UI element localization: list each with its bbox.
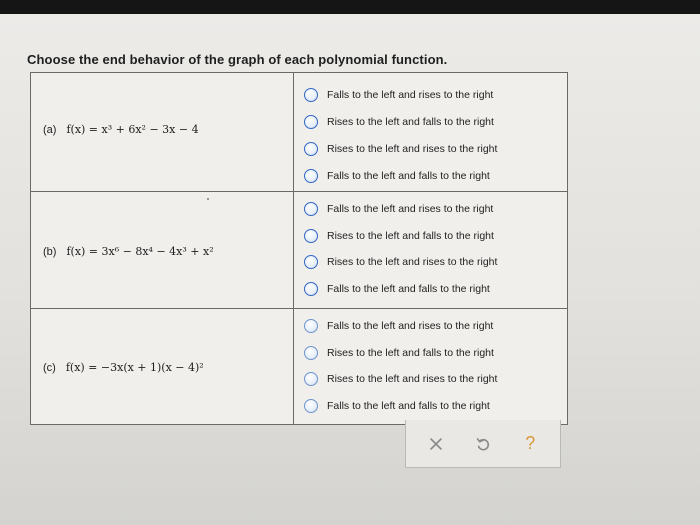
radio-button[interactable] bbox=[304, 202, 318, 216]
radio-button[interactable] bbox=[304, 399, 318, 413]
radio-button[interactable] bbox=[304, 282, 318, 296]
function-cell-b bbox=[31, 192, 294, 308]
option-b-falls-left-falls-right[interactable] bbox=[294, 276, 567, 303]
option-a-rises-left-rises-right[interactable] bbox=[294, 135, 567, 162]
option-a-falls-left-falls-right[interactable] bbox=[294, 162, 567, 189]
option-a-falls-left-rises-right[interactable] bbox=[294, 81, 567, 108]
option-label: Rises to the left and rises to the right bbox=[327, 373, 498, 386]
function-cell-c bbox=[31, 309, 294, 424]
option-c-rises-left-falls-right[interactable] bbox=[294, 340, 567, 367]
option-b-rises-left-falls-right[interactable] bbox=[294, 223, 567, 250]
function-a-expression: f(x) = x³ + 6x² − 3x − 4 bbox=[66, 123, 199, 136]
clear-button[interactable] bbox=[421, 429, 451, 459]
option-label: Falls to the left and falls to the right bbox=[327, 282, 490, 295]
function-c-expression: f(x) = −3x(x + 1)(x − 4)² bbox=[65, 361, 204, 374]
option-label: Rises to the left and falls to the right bbox=[327, 229, 494, 242]
help-icon: ? bbox=[525, 433, 536, 453]
radio-button[interactable] bbox=[304, 169, 318, 183]
help-button[interactable] bbox=[515, 429, 545, 459]
option-c-falls-left-falls-right[interactable] bbox=[294, 393, 567, 420]
option-c-falls-left-rises-right[interactable] bbox=[294, 313, 567, 340]
radio-button[interactable] bbox=[304, 372, 318, 386]
radio-button[interactable] bbox=[304, 229, 318, 243]
option-a-rises-left-falls-right[interactable] bbox=[294, 108, 567, 135]
undo-button[interactable] bbox=[468, 429, 498, 459]
options-cell-a bbox=[294, 73, 567, 191]
option-label: Falls to the left and rises to the right bbox=[327, 320, 494, 333]
question-row-b bbox=[31, 192, 567, 309]
function-b-expression: f(x) = 3x⁶ − 8x⁴ − 4x³ + x² bbox=[66, 245, 214, 258]
part-label-a: (a) bbox=[43, 124, 57, 136]
screen bbox=[0, 14, 700, 525]
top-bezel bbox=[0, 0, 700, 14]
stray-dot bbox=[207, 198, 209, 200]
option-label: Falls to the left and falls to the right bbox=[327, 169, 490, 182]
option-label: Falls to the left and falls to the right bbox=[327, 399, 490, 412]
radio-button[interactable] bbox=[304, 142, 318, 156]
question-row-c bbox=[31, 309, 567, 424]
radio-button[interactable] bbox=[304, 346, 318, 360]
undo-icon bbox=[475, 436, 491, 452]
function-c bbox=[43, 361, 204, 374]
part-label-c: (c) bbox=[43, 362, 56, 374]
instruction-text: Choose the end behavior of the graph of each polynomial function. bbox=[27, 52, 448, 67]
options-cell-b bbox=[294, 192, 567, 308]
part-label-b: (b) bbox=[43, 246, 57, 258]
radio-button[interactable] bbox=[304, 88, 318, 102]
close-icon bbox=[429, 437, 443, 451]
function-a bbox=[43, 123, 199, 136]
option-label: Rises to the left and rises to the right bbox=[327, 142, 498, 155]
options-cell-c bbox=[294, 309, 567, 424]
option-b-falls-left-rises-right[interactable] bbox=[294, 196, 567, 223]
radio-button[interactable] bbox=[304, 115, 318, 129]
option-label: Rises to the left and falls to the right bbox=[327, 346, 494, 359]
function-cell-a bbox=[31, 73, 294, 191]
option-label: Falls to the left and rises to the right bbox=[327, 88, 494, 101]
option-label: Rises to the left and rises to the right bbox=[327, 256, 498, 269]
function-b bbox=[43, 245, 214, 258]
option-b-rises-left-rises-right[interactable] bbox=[294, 249, 567, 276]
option-label: Rises to the left and falls to the right bbox=[327, 115, 494, 128]
radio-button[interactable] bbox=[304, 319, 318, 333]
question-table bbox=[30, 72, 568, 425]
question-row-a bbox=[31, 73, 567, 192]
option-label: Falls to the left and rises to the right bbox=[327, 203, 494, 216]
answer-toolbar bbox=[405, 420, 561, 468]
option-c-rises-left-rises-right[interactable] bbox=[294, 366, 567, 393]
radio-button[interactable] bbox=[304, 255, 318, 269]
